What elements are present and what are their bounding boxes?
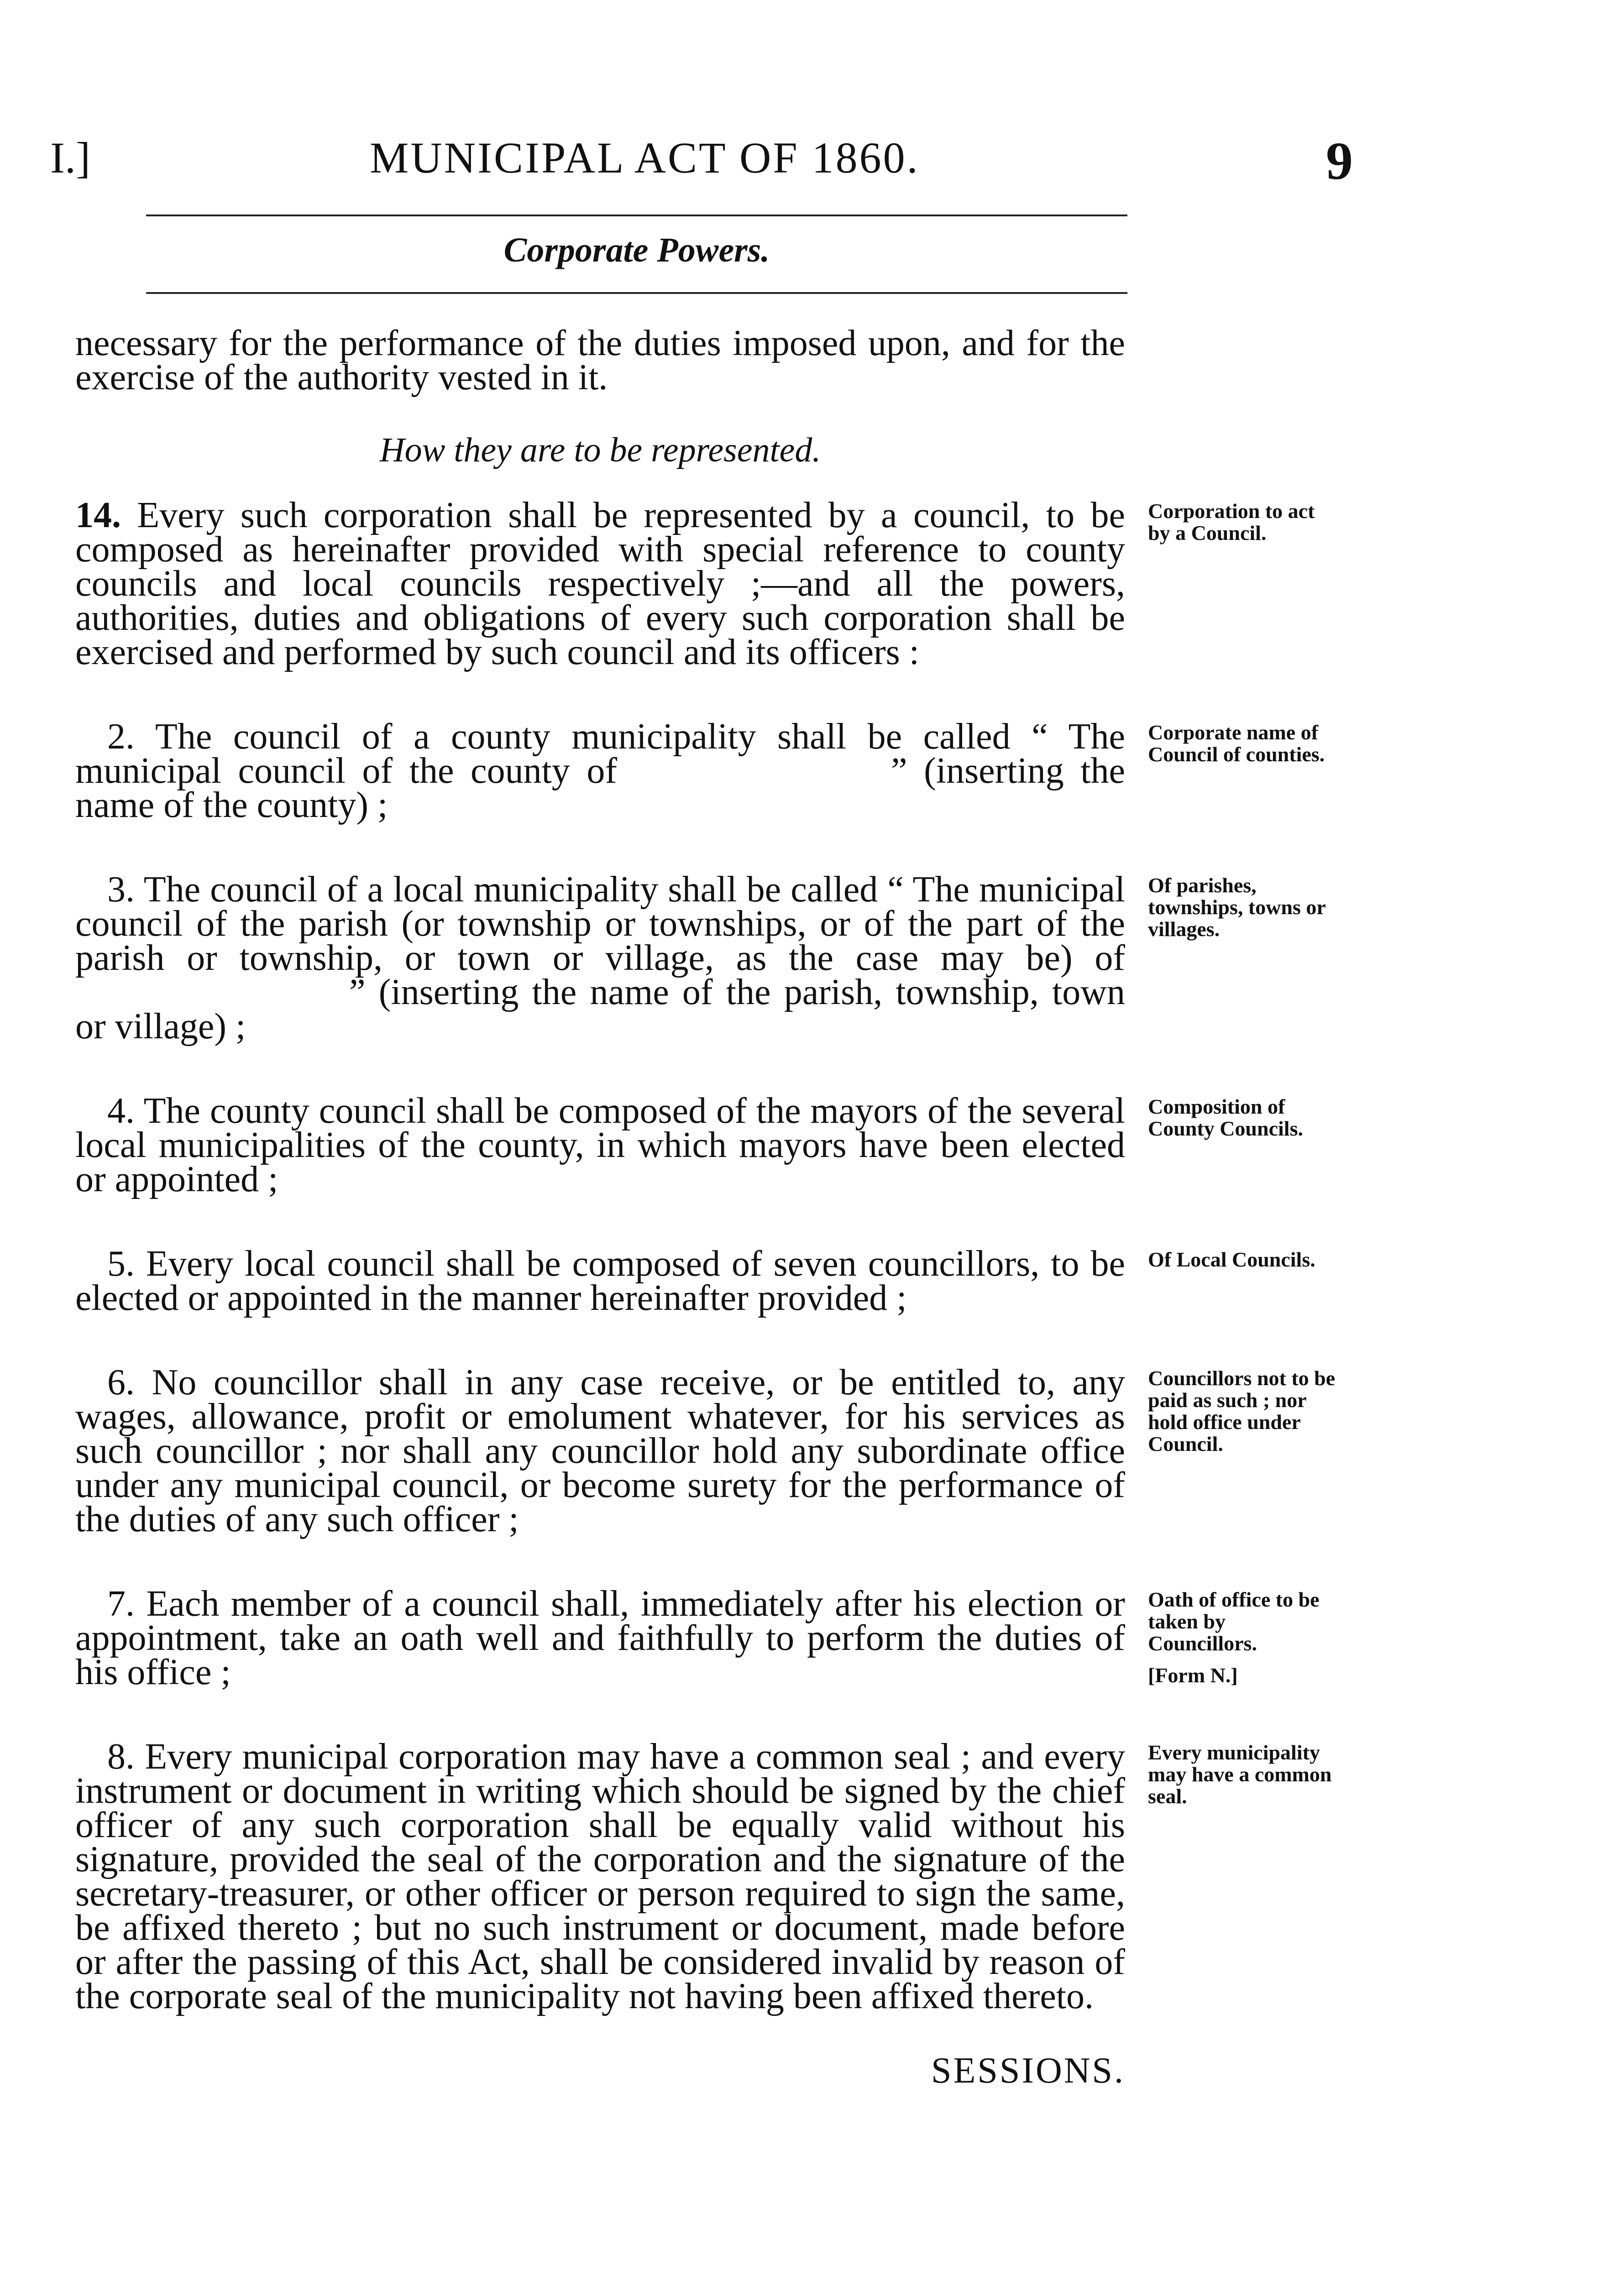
section-number: 4. — [107, 1091, 135, 1131]
section-paragraph — [75, 495, 1126, 672]
section-7 — [75, 1584, 1320, 1692]
section-text: The council of a local municipality shall be called “ The municipal council of the parish (or township or townships, or of the part of the parish or township, or town or village, as the case may be) of — [75, 869, 1125, 978]
margin-note: Corporation to act by a Council. — [1148, 499, 1315, 544]
running-title: MUNICIPAL ACT OF 1860. — [370, 133, 920, 182]
section-14 — [75, 495, 1315, 672]
section-2 — [75, 717, 1325, 825]
section-text-cont: ” (inserting the name of the parish, township, town or village) ; — [75, 972, 1125, 1047]
section-4 — [75, 1091, 1303, 1199]
section-number: 5. — [107, 1244, 135, 1284]
section-number: 7. — [107, 1584, 135, 1624]
bottom-rule — [146, 292, 1127, 294]
section-paragraph — [75, 869, 1125, 1047]
section-number: 2. — [107, 717, 135, 757]
section-paragraph — [75, 1584, 1126, 1692]
section-6 — [75, 1362, 1336, 1539]
section-paragraph — [75, 1362, 1126, 1539]
section-number: 14. — [75, 495, 121, 535]
section-paragraph — [75, 1091, 1125, 1199]
section-text: The council of a county municipality shall be called “ The municipal council of the county of — [75, 717, 1125, 791]
section-text: The county council shall be composed of the mayors of the several local municipalities of the county, in which mayors have been elected or appointed ; — [75, 1091, 1125, 1199]
margin-note: Of parishes, townships, towns or villages. — [1148, 874, 1325, 941]
margin-note: Of Local Councils. — [1148, 1248, 1315, 1271]
section-8 — [75, 1737, 1332, 2016]
next-heading: SESSIONS. — [931, 2051, 1125, 2091]
section-number: 3. — [107, 869, 135, 910]
margin-note-text: Oath of office to be taken by Councillors. — [1148, 1588, 1320, 1655]
chapter-marker: I.] — [50, 133, 90, 182]
section-subheading: Corporate Powers. — [503, 231, 770, 269]
margin-note: Councillors not to be paid as such ; nor hold office under Council. — [1148, 1366, 1336, 1455]
top-rule — [146, 215, 1127, 216]
section-text-cont: ” (inserting the name of the county) ; — [75, 751, 1126, 825]
section-paragraph — [75, 1244, 1126, 1318]
section-text: Every local council shall be composed of seven councillors, to be elected or appointed in the manner hereinafter provided ; — [75, 1244, 1126, 1318]
section-number: 8. — [107, 1737, 135, 1777]
section-number: 6. — [107, 1362, 135, 1403]
section-5 — [75, 1244, 1315, 1318]
margin-note: Every municipality may have a common seal. — [1148, 1741, 1332, 1808]
section-text: No councillor shall in any case receive, or be entitled to, any wages, allowance, profit or emolument whatever, for his services as such councillor ; nor shall any councillor hold any subordinate office under any municipal council, or become surety for the performance of the duties of any such officer ; — [75, 1362, 1126, 1539]
page-number: 9 — [1326, 131, 1353, 191]
section-text: Each member of a council shall, immediately after his election or appointment, take an oath well and faithfully to perform the duties of his office ; — [75, 1584, 1126, 1692]
margin-note: Composition of County Councils. — [1148, 1095, 1303, 1140]
section-paragraph — [75, 1737, 1126, 2016]
section-paragraph — [75, 717, 1126, 825]
margin-note — [1148, 1589, 1340, 1686]
form-reference: [Form N.] — [1148, 1664, 1238, 1687]
section-3 — [75, 869, 1325, 1047]
section-text: Every municipal corporation may have a common seal ; and every instrument or document in writing which should be signed by the chief officer of any such corporation shall be equally valid without his signature, provided the seal of the corporation and the signature of the secretary-treasurer, or other officer or person required to sign the same, be affixed thereto ; but no such instrument or document, made before or after the passing of this Act, shall be considered invalid by reason of the corporate seal of the municipality not having been affixed thereto. — [75, 1737, 1126, 2016]
margin-note: Corporate name of Council of counties. — [1148, 721, 1325, 766]
body-text — [75, 323, 1336, 2092]
page-header — [50, 132, 1369, 201]
section-text: Every such corporation shall be represented by a council, to be composed as hereinafter provided with special reference to county councils and local councils respectively ;—and all the powers, authorities, duties and obligations of every such corporation shall be exercised and performed by such council and its officers : — [75, 495, 1126, 672]
intro-paragraph: necessary for the performance of the duties imposed upon, and for the exercise of the authority vested in it. — [75, 323, 1125, 398]
representation-heading: How they are to be represented. — [379, 431, 821, 469]
